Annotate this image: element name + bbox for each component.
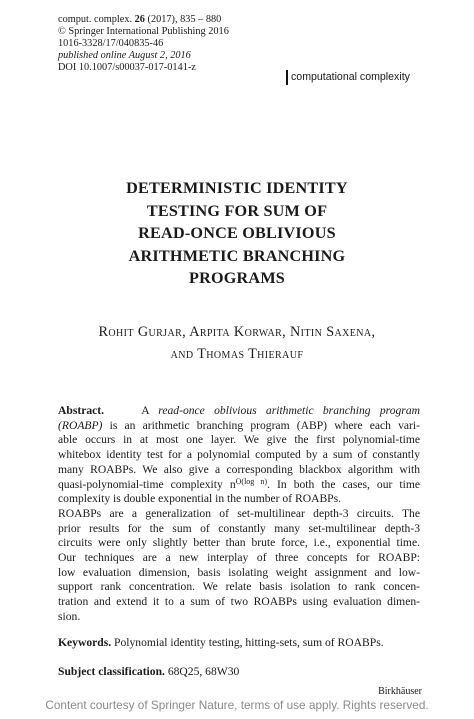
- abstract-line: circuits were only slightly better than brute force, i.e., exponential time.: [58, 536, 420, 550]
- issn-line: 1016-3328/17/040835-46: [58, 38, 164, 49]
- abstract-line: whitebox identity test for a polynomial computed by a sum of constantly: [58, 448, 420, 462]
- title-line: READ-ONCE OBLIVIOUS: [138, 224, 336, 242]
- abstract-line: Our techniques are a new interplay of three concepts for ROABP:: [58, 551, 420, 565]
- abstract-label: Abstract.: [58, 404, 105, 417]
- copyright-watermark: Content courtesy of Springer Nature, terms of use apply. Rights reserved.: [0, 698, 474, 712]
- abstract-line: able occurs in at most one layer. We give the first polynomial-time: [58, 433, 420, 447]
- publisher-name: Birkhäuser: [378, 686, 422, 697]
- abstract-line: ROABPs are a generalization of set-multilinear depth-3 circuits. The: [58, 506, 420, 520]
- subject-text: 68Q25, 68W30: [164, 665, 240, 678]
- complexity-exponent: O(log n): [235, 476, 268, 486]
- journal-metadata: [58, 14, 229, 74]
- journal-logo: computational complexity: [286, 70, 410, 85]
- abstract-line: prior results for the sum of constantly many set-multilinear depth-3: [58, 521, 420, 535]
- paper-title: [40, 177, 434, 290]
- author-line: Rohit Gurjar, Arpita Korwar, Nitin Saxena,: [98, 324, 376, 340]
- title-line: PROGRAMS: [188, 269, 286, 287]
- subject-label: Subject classification.: [58, 665, 165, 678]
- journal-volume: 26: [134, 14, 145, 25]
- abstract-line: support rank concentration. We relate basis isolation to rank concen-: [58, 580, 420, 594]
- keywords: [58, 636, 420, 651]
- abstract-line: low evaluation dimension, basis isolating weight assignment and low-: [58, 565, 420, 579]
- abstract: [58, 404, 420, 625]
- abstract-line: (ROABP) is an arithmetic branching program (ABP) where each vari-: [58, 418, 420, 432]
- abstract-line: sion.: [58, 609, 81, 623]
- abstract-line: tration and extend it to a sum of two ROABPs using evaluation dimen-: [58, 595, 420, 609]
- keywords-label: Keywords.: [58, 636, 112, 649]
- abstract-line: complexity is double exponential in the number of ROABPs.: [58, 492, 342, 506]
- keywords-text: Polynomial identity testing, hitting-sets, sum of ROABPs.: [111, 636, 384, 649]
- subject-classification: [58, 665, 420, 680]
- title-line: TESTING FOR SUM OF: [146, 201, 328, 220]
- title-line: DETERMINISTIC IDENTITY: [126, 179, 348, 197]
- title-line: ARITHMETIC BRANCHING: [128, 246, 346, 265]
- abstract-line: many ROABPs. We also give a corresponding blackbox algorithm with: [58, 462, 420, 476]
- author-list: [40, 322, 434, 365]
- journal-citation: comput. complex. 26 (2017), 835 – 880: [58, 14, 222, 25]
- abstract-line: Abstract. A read-once oblivious arithmetic branching program: [58, 404, 420, 417]
- published-online-line: published online August 2, 2016: [58, 50, 191, 61]
- abstract-line: quasi-polynomial-time complexity $n^{O(log n)}$. In both the cases, our time: [58, 476, 420, 491]
- doi-link[interactable]: DOI 10.1007/s00037-017-0141-z: [58, 62, 196, 73]
- author-line: and Thomas Thierauf: [170, 345, 304, 362]
- copyright-line: © Springer International Publishing 2016: [58, 26, 229, 37]
